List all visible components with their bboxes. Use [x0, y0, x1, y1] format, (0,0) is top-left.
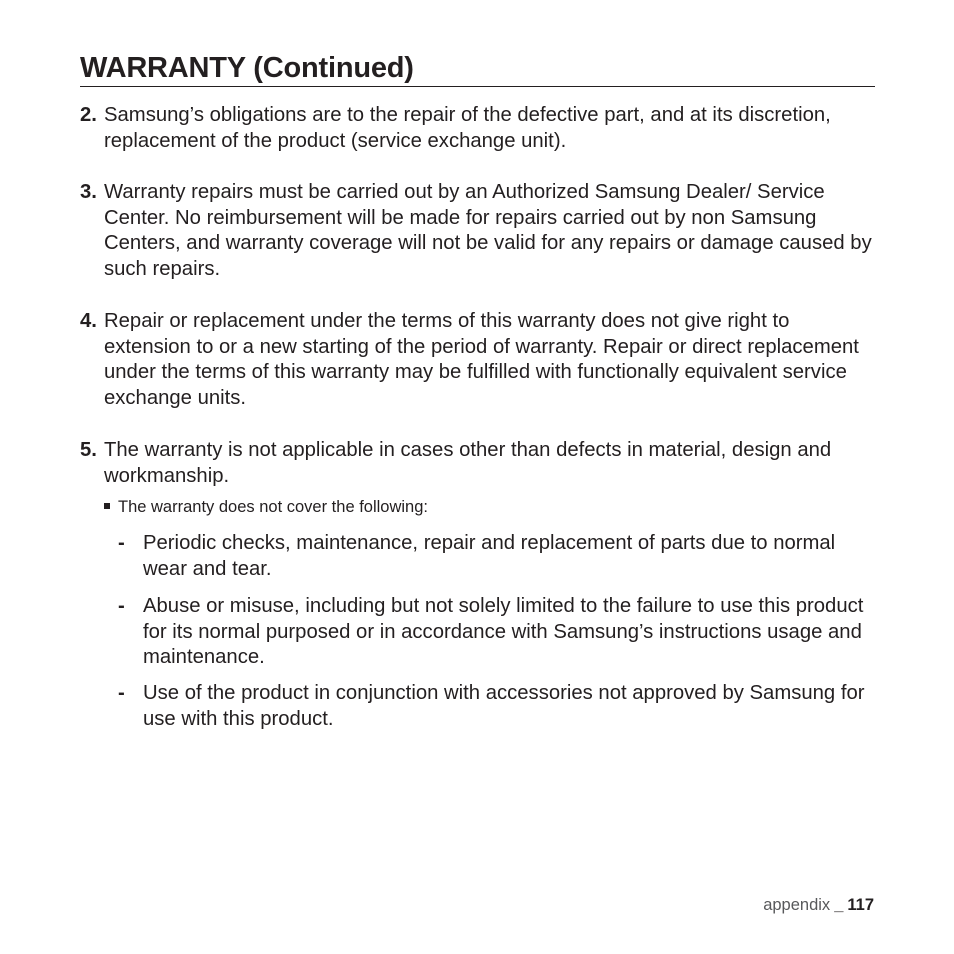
- exclusion-item: [118, 681, 878, 732]
- list-item: [80, 103, 880, 154]
- item-number: 5.: [80, 439, 97, 461]
- item-text: Samsung’s obligations are to the repair of the defective part, and at its discretion, replacement of the product (service exchange unit).: [104, 104, 831, 152]
- exclusion-text: Abuse or misuse, including but not solely limited to the failure to use this product for its normal purposed or in accordance with Samsung’s instructions usage and maintenance.: [143, 595, 864, 669]
- list-item: [80, 309, 880, 411]
- page-number: 117: [847, 896, 874, 914]
- item-text: Repair or replacement under the terms of this warranty does not give right to extension to or a new starting of the period of warranty. Repair or direct replacement under the terms of this warranty may be fulfilled with functionally equivalent service exchange units.: [104, 310, 859, 409]
- square-bullet-icon: [104, 503, 110, 509]
- page-footer: [763, 894, 874, 916]
- dash-marker: -: [118, 682, 125, 704]
- exclusion-item: [118, 531, 878, 582]
- item-number: 3.: [80, 181, 97, 203]
- item-text: Warranty repairs must be carried out by an Authorized Samsung Dealer/ Service Center. No reimbursement will be made for repairs carried out by non Samsung Centers, and warranty coverage will not be valid for any repairs or damage caused by such repairs.: [104, 181, 872, 280]
- exclusion-text: Use of the product in conjunction with accessories not approved by Samsung for use with this product.: [143, 682, 865, 730]
- item-number: 2.: [80, 104, 97, 126]
- dash-marker: -: [118, 595, 125, 617]
- page-title: WARRANTY (Continued): [80, 52, 414, 84]
- note: [104, 496, 428, 518]
- exclusion-text: Periodic checks, maintenance, repair and replacement of parts due to normal wear and tear.: [143, 532, 836, 580]
- list-item: [80, 180, 880, 282]
- item-number: 4.: [80, 310, 97, 332]
- dash-marker: -: [118, 532, 125, 554]
- item-text: The warranty is not applicable in cases other than defects in material, design and workmanship.: [104, 439, 832, 487]
- footer-section: appendix: [763, 896, 831, 914]
- list-item: [80, 438, 880, 489]
- title-rule: [80, 86, 875, 87]
- footer-separator: _: [834, 896, 844, 914]
- note-text: The warranty does not cover the following:: [118, 498, 428, 516]
- exclusion-item: [118, 594, 878, 671]
